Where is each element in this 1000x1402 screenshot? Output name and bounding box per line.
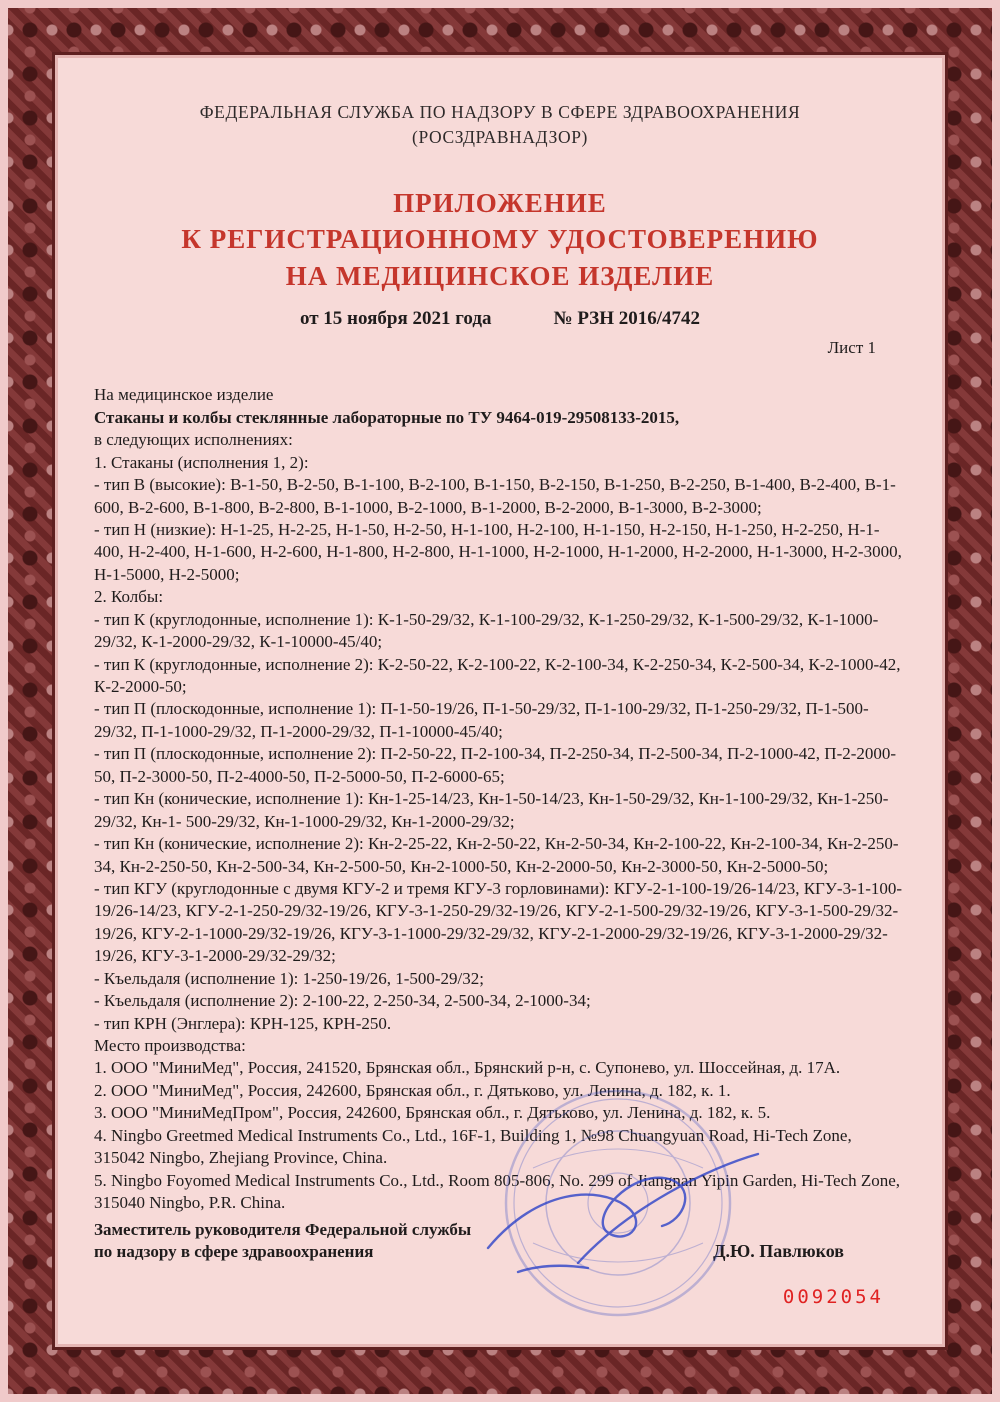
- serial-number: 0092054: [782, 1286, 884, 1309]
- body-paragraph: 5. Ningbo Foyomed Medical Instruments Co., Ltd., Room 805-806, No. 299 of Jiangnan Yipin Garden, Hi-Tech Zone, 315040 Ningbo, P.R. China.: [94, 1170, 901, 1213]
- product-name: Стаканы и колбы стеклянные лабораторные по ТУ 9464-019-29508133-2015,: [94, 407, 680, 427]
- body-paragraph: 4. Ningbo Greetmed Medical Instruments Co., Ltd., 16F-1, Building 1, №98 Chuangyuan Road, Hi-Tech Zone, 315042 Ningbo, Zhejiang Province, China.: [94, 1125, 852, 1168]
- body-paragraph: - тип К (круглодонные, исполнение 2): К-2-50-22, К-2-100-22, К-2-100-34, К-2-250-34, К-2-500-34, К-2-1000-42, К-2-2000-50;: [94, 654, 901, 696]
- body-paragraph: - тип Кн (конические, исполнение 2): Кн-2-25-22, Кн-2-50-22, Кн-2-50-34, Кн-2-100-22, Кн-2-100-34, Кн-2-250-34, Кн-2-250-50, Кн-2-500-34, Кн-2-500-50, Кн-2-1000-50, Кн-2-2000-50, Кн-2-3000-50, Кн-2-5000-50;: [94, 834, 899, 876]
- signatory-position-line2: по надзору в сфере здравоохранения: [94, 1242, 374, 1262]
- body-paragraph: - тип П (плоскодонные, исполнение 2): П-2-50-22, П-2-100-34, П-2-250-34, П-2-500-34, П-2-1000-42, П-2-2000-50, П-2-3000-50, П-2-4000-50, П-2-5000-50, П-2-6000-65;: [94, 744, 897, 786]
- document-title: [94, 185, 906, 294]
- body-paragraph: - тип КГУ (круглодонные с двумя КГУ-2 и тремя КГУ-3 горловинами): КГУ-2-1-100-19/26-14/23, КГУ-3-1-100-19/26-14/23, КГУ-2-1-250-29/32-19/26, КГУ-3-1-250-29/32-19/26, КГУ-2-1-500-29/32-19/26, КГУ-3-1-500-29/32-19/26, КГУ-2-1-1000-29/32-19/26, КГУ-3-1-1000-29/32-29/32, КГУ-2-1-2000-29/32-19/26, КГУ-3-1-2000-29/32-19/26, КГУ-3-1-2000-29/32-29/32;: [94, 878, 903, 966]
- body-paragraph: Место производства:: [94, 1036, 246, 1055]
- body-paragraph: - тип П (плоскодонные, исполнение 1): П-1-50-19/26, П-1-50-29/32, П-1-100-29/32, П-1-250-29/32, П-1-500-29/32, П-1-1000-29/32, П-1-2000-29/32, П-1-10000-45/40;: [94, 699, 869, 741]
- signature-block: [94, 1219, 906, 1265]
- issue-date: от 15 ноября 2021 года: [299, 308, 492, 330]
- body-paragraph: - Къельдаля (исполнение 2): 2-100-22, 2-250-34, 2-500-34, 2-1000-34;: [94, 991, 591, 1011]
- body-paragraph: 3. ООО "МиниМедПром", Россия, 242600, Брянская обл., г. Дятьково, ул. Ленина, д. 182, к. 5.: [94, 1103, 771, 1123]
- body-paragraph: - тип В (высокие): В-1-50, В-2-50, В-1-100, В-2-100, В-1-150, В-2-150, В-1-250, В-2-250, В-1-400, В-2-400, В-1-600, В-2-600, В-1-800, В-2-800, В-1-1000, В-2-1000, В-1-2000, В-2-2000, В-1-3000, В-2-3000;: [94, 475, 896, 517]
- agency-name: ФЕДЕРАЛЬНАЯ СЛУЖБА ПО НАДЗОРУ В СФЕРЕ ЗДРАВООХРАНЕНИЯ: [199, 102, 801, 122]
- title-line-2: К РЕГИСТРАЦИОННОМУ УДОСТОВЕРЕНИЮ: [181, 224, 819, 255]
- title-line-1: ПРИЛОЖЕНИЕ: [393, 188, 607, 218]
- document-body: [94, 384, 906, 1214]
- registration-number: № РЗН 2016/4742: [553, 308, 701, 330]
- signatory-position-line1: Заместитель руководителя Федеральной службы: [94, 1219, 472, 1239]
- body-paragraph: - тип К (круглодонные, исполнение 1): К-1-50-29/32, К-1-100-29/32, К-1-250-29/32, К-1-500-29/32, К-1-1000-29/32, К-1-2000-29/32, К-1-10000-45/40;: [94, 609, 879, 652]
- body-intro: На медицинское изделие: [94, 385, 274, 405]
- agency-header: [94, 100, 906, 149]
- body-paragraph: - тип Кн (конические, исполнение 1): Кн-1-25-14/23, Кн-1-50-14/23, Кн-1-50-29/32, Кн-1-100-29/32, Кн-1-250-29/32, Кн-1- 500-29/32, Кн-1-1000-29/32, Кн-1-2000-29/32;: [94, 789, 889, 831]
- body-paragraph: в следующих исполнениях:: [94, 430, 293, 450]
- body-paragraph: 2. Колбы:: [94, 587, 164, 607]
- title-line-3: НА МЕДИЦИНСКОЕ ИЗДЕЛИЕ: [285, 260, 715, 291]
- body-paragraph: 1. Стаканы (исполнения 1, 2):: [94, 452, 309, 472]
- agency-short-name: (РОСЗДРАВНАДЗОР): [412, 126, 588, 147]
- meta-row: [94, 308, 906, 330]
- sheet-number: Лист 1: [827, 338, 876, 358]
- body-paragraph: - тип Н (низкие): Н-1-25, Н-2-25, Н-1-50, Н-2-50, Н-1-100, Н-2-100, Н-1-150, Н-2-150, Н-1-250, Н-2-250, Н-1-400, Н-2-400, Н-1-600, Н-2-600, Н-1-800, Н-2-800, Н-1-1000, Н-2-1000, Н-1-2000, Н-2-2000, Н-1-3000, Н-2-3000, Н-1-5000, Н-2-5000;: [94, 519, 902, 584]
- body-paragraph: 1. ООО "МиниМед", Россия, 241520, Брянская обл., Брянский р-н, с. Супонево, ул. Шоссейная, д. 17А.: [94, 1058, 841, 1078]
- signatory-name: Д.Ю. Павлюков: [713, 1240, 844, 1261]
- body-paragraph: - Къельдаля (исполнение 1): 1-250-19/26, 1-500-29/32;: [94, 968, 484, 988]
- body-paragraph: 2. ООО "МиниМед", Россия, 242600, Брянская обл., г. Дятьково, ул. Ленина, д. 182, к. 1.: [94, 1080, 731, 1100]
- document-content: [58, 58, 942, 1344]
- body-paragraph: - тип КРН (Энглера): КРН-125, КРН-250.: [94, 1013, 392, 1033]
